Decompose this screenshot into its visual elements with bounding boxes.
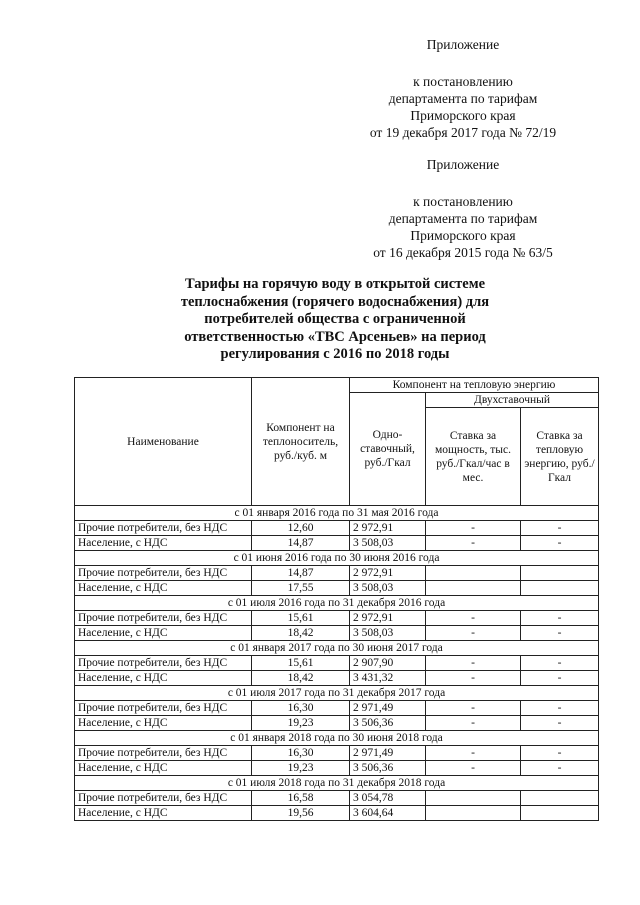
table-row: [75, 761, 599, 776]
coolant-cell: 17,55: [252, 581, 350, 596]
consumer-name-cell: Прочие потребители, без НДС: [75, 566, 252, 581]
appendix-line: к постановлению: [413, 194, 513, 209]
table-row: [75, 611, 599, 626]
coolant-cell: 12,60: [252, 521, 350, 536]
coolant-cell: 16,58: [252, 791, 350, 806]
table-row: [75, 791, 599, 806]
header-two-rate: Двухставочный: [426, 393, 599, 408]
single-rate-cell: 3 506,36: [350, 761, 426, 776]
consumer-name-cell: Прочие потребители, без НДС: [75, 521, 252, 536]
energy-rate-cell: [521, 566, 599, 581]
period-label: с 01 июля 2016 года по 31 декабря 2016 года: [75, 596, 599, 611]
period-label: с 01 января 2018 года по 30 июня 2018 года: [75, 731, 599, 746]
energy-rate-cell: -: [521, 626, 599, 641]
capacity-rate-cell: -: [426, 716, 521, 731]
single-rate-cell: 2 907,90: [350, 656, 426, 671]
tariff-table-header: [75, 378, 599, 506]
capacity-rate-cell: -: [426, 656, 521, 671]
consumer-name-cell: Население, с НДС: [75, 626, 252, 641]
table-row: [75, 581, 599, 596]
consumer-name-cell: Население, с НДС: [75, 716, 252, 731]
period-row: [75, 551, 599, 566]
capacity-rate-cell: -: [426, 701, 521, 716]
appendix-line: от 16 декабря 2015 года № 63/5: [373, 245, 553, 260]
header-single-rate: Одно-ставочный, руб./Гкал: [350, 393, 426, 506]
table-row: [75, 536, 599, 551]
consumer-name-cell: Прочие потребители, без НДС: [75, 611, 252, 626]
consumer-name-cell: Население, с НДС: [75, 536, 252, 551]
single-rate-cell: 3 508,03: [350, 581, 426, 596]
single-rate-cell: 3 054,78: [350, 791, 426, 806]
energy-rate-cell: [521, 791, 599, 806]
table-row: [75, 566, 599, 581]
energy-rate-cell: -: [521, 701, 599, 716]
single-rate-cell: 2 972,91: [350, 611, 426, 626]
appendix-title: Приложение: [426, 157, 500, 172]
table-row: [75, 656, 599, 671]
coolant-cell: 14,87: [252, 566, 350, 581]
single-rate-cell: 2 972,91: [350, 566, 426, 581]
appendix-line: департамента по тарифам: [388, 211, 538, 226]
coolant-cell: 18,42: [252, 626, 350, 641]
header-name: Наименование: [75, 378, 252, 506]
tariff-table-body: [75, 506, 599, 821]
capacity-rate-cell: [426, 791, 521, 806]
capacity-rate-cell: [426, 806, 521, 821]
single-rate-cell: 3 604,64: [350, 806, 426, 821]
single-rate-cell: 2 972,91: [350, 521, 426, 536]
appendix-line: Приморского края: [410, 228, 516, 243]
consumer-name-cell: Население, с НДС: [75, 581, 252, 596]
capacity-rate-cell: -: [426, 521, 521, 536]
energy-rate-cell: -: [521, 671, 599, 686]
header-capacity-rate: Ставка за мощность, тыс. руб./Гкал/час в мес.: [426, 408, 521, 506]
coolant-cell: 15,61: [252, 611, 350, 626]
energy-rate-cell: -: [521, 521, 599, 536]
header-heat-component: Компонент на тепловую энергию: [350, 378, 599, 393]
consumer-name-cell: Население, с НДС: [75, 806, 252, 821]
capacity-rate-cell: -: [426, 761, 521, 776]
coolant-cell: 16,30: [252, 701, 350, 716]
consumer-name-cell: Население, с НДС: [75, 671, 252, 686]
single-rate-cell: 3 508,03: [350, 626, 426, 641]
table-row: [75, 671, 599, 686]
coolant-cell: 19,56: [252, 806, 350, 821]
consumer-name-cell: Прочие потребители, без НДС: [75, 656, 252, 671]
table-row: [75, 701, 599, 716]
single-rate-cell: 3 431,32: [350, 671, 426, 686]
period-row: [75, 641, 599, 656]
consumer-name-cell: Прочие потребители, без НДС: [75, 746, 252, 761]
capacity-rate-cell: -: [426, 746, 521, 761]
table-row: [75, 806, 599, 821]
table-row: [75, 716, 599, 731]
appendix-block-current: [338, 36, 588, 141]
capacity-rate-cell: -: [426, 536, 521, 551]
capacity-rate-cell: [426, 566, 521, 581]
coolant-cell: 16,30: [252, 746, 350, 761]
energy-rate-cell: [521, 806, 599, 821]
coolant-cell: 18,42: [252, 671, 350, 686]
period-label: с 01 июля 2018 года по 31 декабря 2018 года: [75, 776, 599, 791]
coolant-cell: 19,23: [252, 716, 350, 731]
coolant-cell: 14,87: [252, 536, 350, 551]
table-row: [75, 746, 599, 761]
appendix-title: Приложение: [426, 37, 500, 52]
energy-rate-cell: -: [521, 716, 599, 731]
period-row: [75, 731, 599, 746]
header-coolant: Компонент на теплоноситель, руб./куб. м: [252, 378, 350, 506]
period-label: с 01 января 2017 года по 30 июня 2017 года: [75, 641, 599, 656]
table-row: [75, 626, 599, 641]
energy-rate-cell: -: [521, 536, 599, 551]
coolant-cell: 15,61: [252, 656, 350, 671]
capacity-rate-cell: -: [426, 626, 521, 641]
energy-rate-cell: -: [521, 611, 599, 626]
energy-rate-cell: -: [521, 656, 599, 671]
energy-rate-cell: [521, 581, 599, 596]
appendix-line: Приморского края: [410, 108, 516, 123]
period-row: [75, 506, 599, 521]
consumer-name-cell: Население, с НДС: [75, 761, 252, 776]
capacity-rate-cell: -: [426, 611, 521, 626]
period-row: [75, 776, 599, 791]
appendix-block-original: [338, 156, 588, 261]
header-energy-rate: Ставка за тепловую энергию, руб./Гкал: [521, 408, 599, 506]
single-rate-cell: 2 971,49: [350, 746, 426, 761]
energy-rate-cell: -: [521, 761, 599, 776]
appendix-line: к постановлению: [413, 74, 513, 89]
period-row: [75, 686, 599, 701]
capacity-rate-cell: [426, 581, 521, 596]
single-rate-cell: 2 971,49: [350, 701, 426, 716]
appendix-line: от 19 декабря 2017 года № 72/19: [369, 125, 557, 140]
consumer-name-cell: Прочие потребители, без НДС: [75, 701, 252, 716]
tariff-table: [74, 377, 599, 821]
single-rate-cell: 3 506,36: [350, 716, 426, 731]
period-label: с 01 июля 2017 года по 31 декабря 2017 года: [75, 686, 599, 701]
capacity-rate-cell: -: [426, 671, 521, 686]
single-rate-cell: 3 508,03: [350, 536, 426, 551]
consumer-name-cell: Прочие потребители, без НДС: [75, 791, 252, 806]
document-title: Тарифы на горячую воду в открытой системе теплоснабжения (горячего водоснабжения) для потребителей общества с ограниченной ответственностью «ТВС Арсеньев» на период регулирования с 2016 по 2018 годы: [180, 276, 490, 362]
period-row: [75, 596, 599, 611]
energy-rate-cell: -: [521, 746, 599, 761]
period-label: с 01 января 2016 года по 31 мая 2016 года: [75, 506, 599, 521]
table-row: [75, 521, 599, 536]
appendix-line: департамента по тарифам: [388, 91, 538, 106]
coolant-cell: 19,23: [252, 761, 350, 776]
period-label: с 01 июня 2016 года по 30 июня 2016 года: [75, 551, 599, 566]
